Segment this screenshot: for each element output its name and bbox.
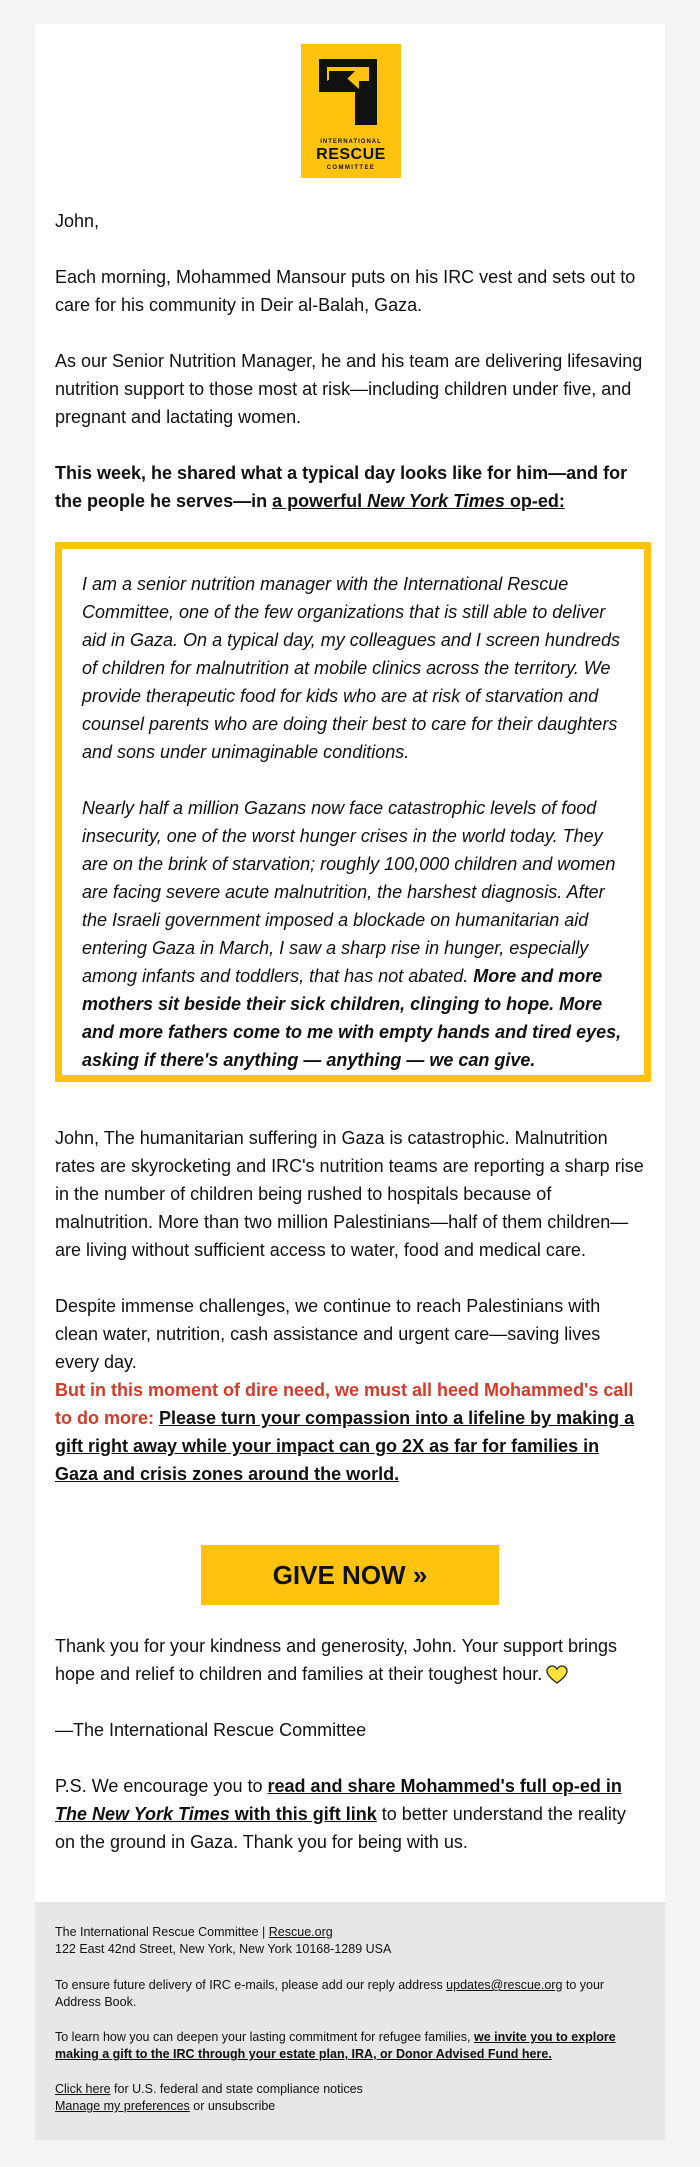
greeting: John,: [55, 211, 100, 231]
signoff: —The International Rescue Committee: [55, 1720, 367, 1740]
logo-text-international: INTERNATIONAL: [320, 139, 382, 145]
appeal-red-text: But in this moment of dire need, we must all heed Mohammed's call to do more:: [55, 1380, 634, 1428]
role-paragraph: As our Senior Nutrition Manager, he and his team are delivering lifesaving nutrition support to those most at risk—including children under five, and pregnant and lactating women.: [55, 351, 643, 427]
read-oped-gift-link[interactable]: read and share Mohammed's full op-ed in The New York Times with this gift link: [55, 1776, 622, 1824]
irc-logo-arrow-icon: [319, 59, 383, 125]
logo-text-committee: COMMITTEE: [326, 165, 376, 171]
reply-address-link[interactable]: updates@rescue.org: [446, 1978, 563, 1992]
quote-paragraph-1: I am a senior nutrition manager with the International Rescue Committee, one of the few organizations that is still able to deliver aid in Gaza. On a typical day, my colleagues and I screen hundreds of children for malnutrition at mobile clinics across the territory. We provide therapeutic food for kids who are at risk of starvation and counsel parents who are doing their best to care for their daughters and sons under unimaginable conditions.: [82, 574, 620, 762]
footer-compliance: Click here for U.S. federal and state compliance notices: [55, 2082, 363, 2096]
email-footer: [35, 1902, 665, 2140]
footer-address: 122 East 42nd Street, New York, New York 10168-1289 USA: [55, 1942, 392, 1956]
donate-appeal-link[interactable]: Please turn your compassion into a lifeline by making a gift right away while your impact can go 2X as far for families in Gaza and crisis zones around the world.: [55, 1408, 635, 1484]
manage-preferences-link[interactable]: Manage my preferences: [55, 2099, 190, 2113]
oped-intro-paragraph: [55, 459, 645, 515]
thank-you-paragraph: Thank you for your kindness and generosity, John. Your support brings hope and relief to children and families at their toughest hour.: [55, 1636, 618, 1684]
footer-preferences: Manage my preferences or unsubscribe: [55, 2099, 276, 2113]
yellow-heart-icon: [546, 1665, 568, 1685]
footer-legacy-note: To learn how you can deepen your lasting commitment for refugee families, we invite you to explore making a gift to the IRC through your estate plan, IRA, or Donor Advised Fund here.: [55, 2030, 616, 2061]
oped-intro-text: This week, he shared what a typical day looks like for him—and for the people he serves—in: [55, 463, 628, 511]
quote-emphasis: More and more mothers sit beside their sick children, clinging to hope. More and more fathers come to me with empty hands and tired eyes, asking if there's anything — anything — we can give.: [82, 966, 622, 1070]
irc-logo[interactable]: [301, 44, 401, 178]
rescue-org-link[interactable]: Rescue.org: [268, 1925, 333, 1939]
nyt-oped-link[interactable]: a powerful New York Times op-ed:: [272, 491, 565, 511]
quote-paragraph-2: Nearly half a million Gazans now face catastrophic levels of food insecurity, one of the worst hunger crises in the world today. They are on the brink of starvation; roughly 100,000 children and women are facing severe acute malnutrition, the harshest diagnosis. After the Israeli government imposed a blockade on humanitarian aid entering Gaza in March, I saw a sharp rise in hunger, especially among infants and toddlers, that has not abated. More and more mothers sit beside their sick children, clinging to hope. More and more fathers come to me with empty hands and tired eyes, asking if there's anything — anything — we can give.: [82, 798, 622, 1070]
impact-paragraph: Despite immense challenges, we continue to reach Palestinians with clean water, nutrition, cash assistance and urgent care—saving lives every day.: [55, 1296, 601, 1372]
appeal-paragraph: [55, 1376, 645, 1488]
oped-quote-box: [55, 542, 651, 1082]
footer-org-line: The International Rescue Committee | Rescue.org: [55, 1925, 333, 1939]
ps-paragraph: P.S. We encourage you to read and share Mohammed's full op-ed in The New York Times with this gift link to better understand the reality on the ground in Gaza. Thank you for being with us.: [55, 1776, 626, 1852]
logo-text-rescue: RESCUE: [316, 146, 386, 163]
intro-paragraph: Each morning, Mohammed Mansour puts on his IRC vest and sets out to care for his community in Deir al-Balah, Gaza.: [55, 267, 636, 315]
footer-delivery-note: To ensure future delivery of IRC e-mails, please add our reply address updates@rescue.org to your Address Book.: [55, 1978, 605, 2009]
email-body: [35, 24, 665, 1902]
compliance-link[interactable]: Click here: [55, 2082, 111, 2096]
give-now-button[interactable]: GIVE NOW »: [201, 1545, 499, 1605]
crisis-paragraph: John, The humanitarian suffering in Gaza is catastrophic. Malnutrition rates are skyrocketing and IRC's nutrition teams are reporting a sharp rise in the number of children being rushed to hospitals because of malnutrition. More than two million Palestinians—half of them children—are living without sufficient access to water, food and medical care.: [55, 1128, 644, 1260]
legacy-giving-link[interactable]: we invite you to explore making a gift to the IRC through your estate plan, IRA, or Donor Advised Fund here.: [55, 2030, 616, 2061]
